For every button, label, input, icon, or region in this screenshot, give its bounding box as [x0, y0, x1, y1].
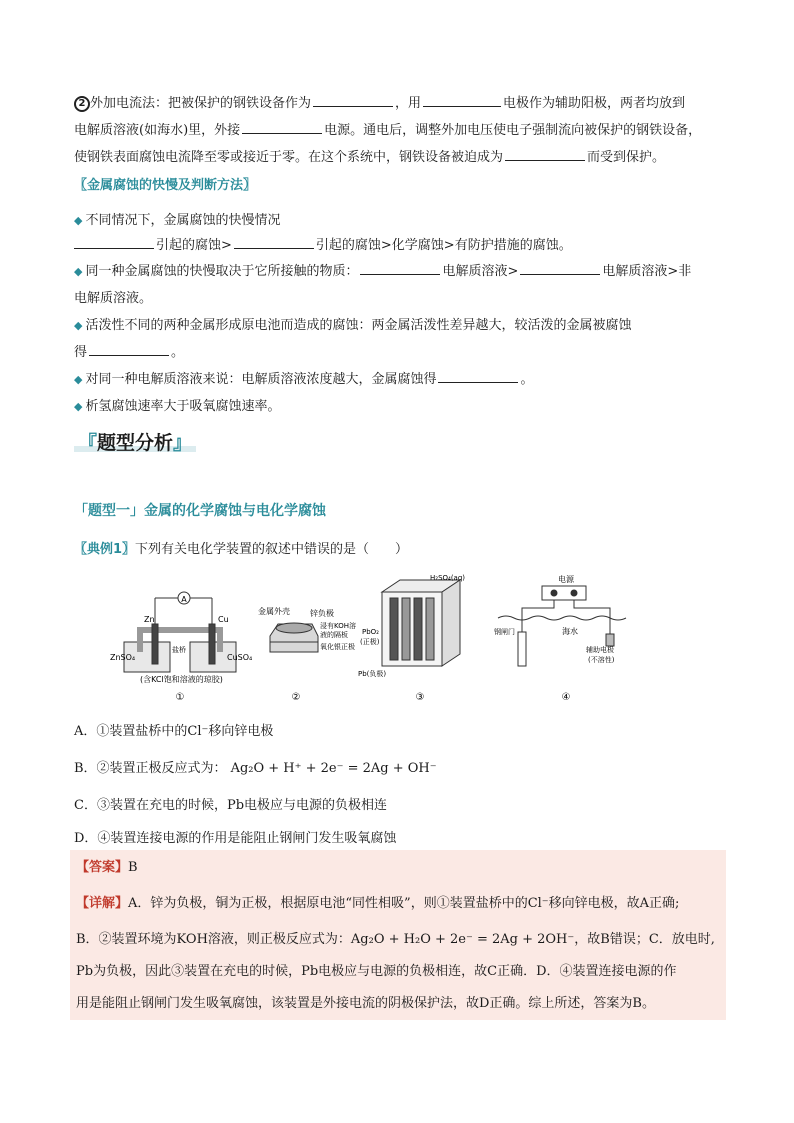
figures-panel [110, 572, 630, 710]
separator-label-1: 浸有KOH溶 [320, 622, 356, 630]
cuso4-label: CuSO₄ [227, 653, 253, 662]
power-source-label: 电源 [558, 575, 574, 584]
paragraph-line: 使钢铁表面腐蚀电流降至零或接近于零。在这个系统中，钢铁设备被迫成为 而受到保护。 [74, 144, 730, 171]
diamond-bullet-icon: ◆ [74, 319, 83, 332]
separator-label-2: 液的隔板 [320, 631, 348, 639]
bullet-item-cont: 电解质溶液。 [74, 291, 153, 306]
answer-tag: 【答案】 [76, 860, 129, 875]
bullet-item-cont: 得 。 [74, 339, 730, 366]
figure-2-silver-zinc-cell [270, 623, 318, 652]
figure-1-galvanic-cell [124, 592, 236, 672]
detail-line: B．②装置环境为KOH溶液，则正极反应式为：Ag₂O + H₂O + 2e⁻ = 2Ag + 2OH⁻，故B错误；C．放电时, [76, 932, 715, 947]
detail-line: Pb为负极，因此③装置在充电的时候，Pb电极应与电源的负极相连，故C正确．D．④装置连接电源的作 [76, 964, 677, 979]
zinc-anode-label: 锌负极 [310, 609, 334, 618]
zn-label: Zn [144, 615, 155, 624]
diamond-bullet-icon: ◆ [74, 265, 83, 278]
type-title: 「题型一」金属的化学腐蚀与电化学腐蚀 [74, 503, 326, 519]
protection-paragraph [74, 90, 730, 171]
acid-label: H₂SO₄(aq) [430, 574, 466, 582]
figure-1-caption: (含KCl饱和溶液的琼胶) [140, 675, 223, 684]
answer-blank [242, 119, 322, 134]
bullet-item: ◆ 不同情况下，金属腐蚀的快慢情况 [74, 213, 281, 228]
ammeter-label: A [181, 595, 187, 604]
figure-3-lead-acid-battery [382, 580, 460, 666]
example-question: 〖典例1〗下列有关电化学装置的叙述中错误的是（ ） [74, 542, 409, 557]
option-d: D．④装置连接电源的作用是能阻止钢闸门发生吸氧腐蚀 [74, 831, 397, 846]
figure-4-cathodic-protection [498, 586, 626, 666]
answer-blank [74, 234, 154, 249]
metal-shell-label: 金属外壳 [258, 607, 290, 616]
option-a: A．①装置盐桥中的Cl⁻移向锌电极 [74, 724, 274, 739]
detail-line: 【详解】A．锌为负极，铜为正极，根据原电池“同性相吸”，则①装置盐桥中的Cl⁻移向锌电极，故A正确; [76, 896, 680, 911]
paragraph-line: 2 外加电流法：把被保护的钢铁设备作为 ，用 电极作为辅助阳极，两者均放到 [74, 90, 730, 117]
aux-electrode-label-1: 辅助电极 [586, 646, 614, 654]
option-b: B．②装置正极反应式为： Ag₂O + H⁺ + 2e⁻ = 2Ag + OH⁻ [74, 761, 437, 776]
answer-blank [423, 92, 501, 107]
figure-2-number: ② [291, 692, 301, 703]
bullet-item: ◆ 同一种金属腐蚀的快慢取决于它所接触的物质： 电解质溶液> 电解质溶液>非 [74, 258, 730, 285]
answer-box [70, 850, 726, 1020]
diamond-bullet-icon: ◆ [74, 400, 83, 413]
circled-number: 2 [74, 96, 90, 112]
answer-blank [360, 260, 440, 275]
znso4-label: ZnSO₄ [110, 653, 136, 662]
bullet-item: ◆ 对同一种电解质溶液来说：电解质溶液浓度越大，金属腐蚀得 。 [74, 366, 730, 393]
bullet-item-cont: 引起的腐蚀> 引起的腐蚀>化学腐蚀>有防护措施的腐蚀。 [74, 234, 730, 258]
figure-1-number: ① [175, 692, 185, 703]
diamond-bullet-icon: ◆ [74, 373, 83, 386]
figure-3-number: ③ [415, 692, 425, 703]
answer-blank [505, 146, 585, 161]
detail-line: 用是能阻止钢闸门发生吸氧腐蚀，该装置是外接电流的阴极保护法，故D正确。综上所述，答案为B。 [76, 996, 655, 1011]
aux-electrode-label-2: (不溶性) [588, 656, 615, 664]
diamond-bullet-icon: ◆ [74, 214, 83, 227]
bullet-item: ◆ 活泼性不同的两种金属形成原电池而造成的腐蚀：两金属活泼性差异越大，较活泼的金属被腐蚀 [74, 318, 632, 333]
answer-blank [234, 234, 314, 249]
answer-blank [89, 341, 169, 356]
method-heading: 〖金属腐蚀的快慢及判断方法〗 [74, 178, 257, 193]
steel-gate-label: 钢闸门 [494, 628, 515, 636]
answer-blank [438, 368, 518, 383]
answer-line [76, 856, 138, 875]
bullet-item: ◆ 析氢腐蚀速率大于吸氧腐蚀速率。 [74, 399, 281, 414]
pb-label: Pb(负极) [358, 670, 387, 678]
section-title: 『题型分析』 [74, 428, 192, 455]
silver-oxide-label: 氧化银正极 [320, 643, 355, 651]
answer-value: B [128, 860, 138, 875]
detail-tag: 【详解】 [76, 896, 129, 911]
pbo2-label: PbO₂ [362, 628, 379, 636]
seawater-label: 海水 [562, 627, 578, 636]
option-b-equation: Ag₂O + H⁺ + 2e⁻ = 2Ag + OH⁻ [230, 761, 437, 776]
paragraph-line: 电解质溶液(如海水)里，外接 电源。通电后，调整外加电压使电子强制流向被保护的钢铁设备， [74, 117, 730, 144]
answer-blank [520, 260, 600, 275]
option-c: C．③装置在充电的时候，Pb电极应与电源的负极相连 [74, 798, 388, 813]
salt-bridge-label: 盐桥 [172, 646, 186, 654]
positive-label: (正极) [360, 638, 380, 646]
answer-blank [313, 92, 393, 107]
figure-4-number: ④ [561, 692, 571, 703]
example-label: 〖典例1〗 [74, 542, 136, 557]
method-section [74, 172, 730, 420]
cu-label: Cu [218, 615, 229, 624]
